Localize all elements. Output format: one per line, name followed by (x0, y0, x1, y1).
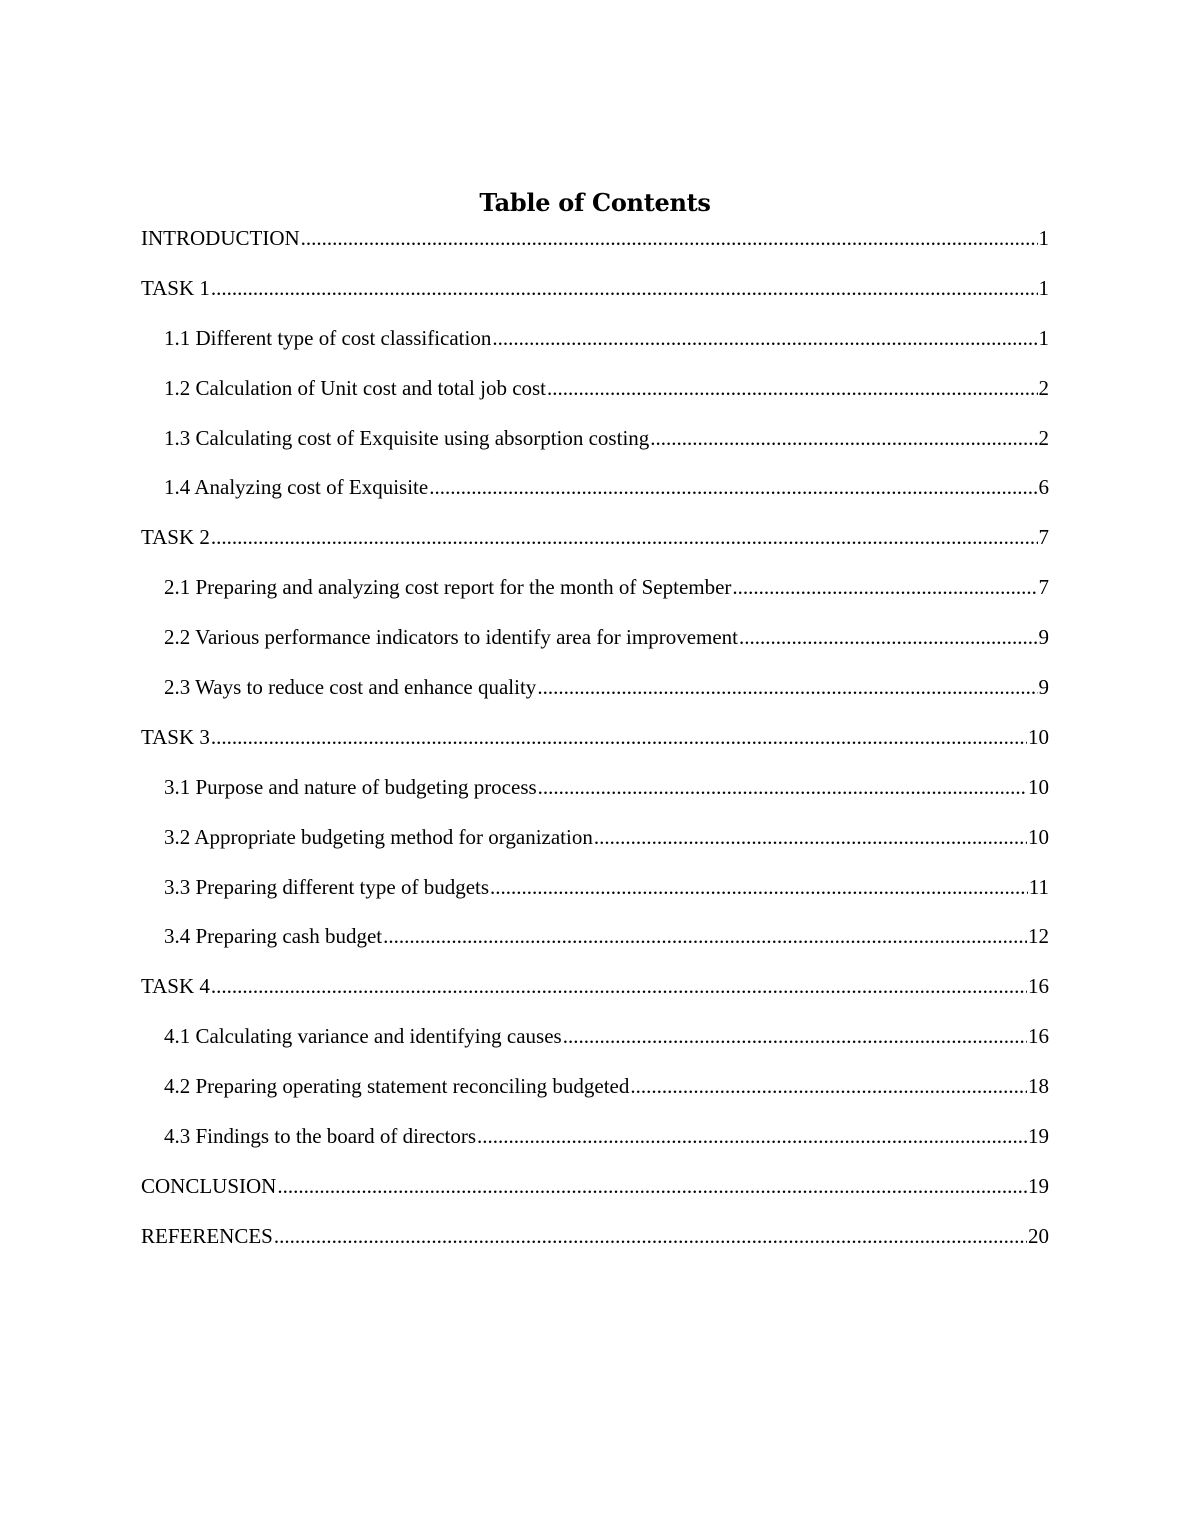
toc-entry[interactable] (141, 471, 1049, 521)
toc-dot-leader (477, 1120, 1027, 1152)
toc-entry[interactable] (141, 372, 1049, 422)
toc-entry-label: 3.3 Preparing different type of budgets (164, 874, 490, 899)
toc-dot-leader (211, 721, 1027, 753)
toc-entry-page-number: 9 (1038, 625, 1049, 650)
toc-entry-label: 4.3 Findings to the board of directors (164, 1124, 477, 1149)
toc-dot-leader (547, 372, 1037, 404)
toc-entry-label: 3.2 Appropriate budgeting method for organization (164, 824, 593, 849)
toc-entry-label: 1.4 Analyzing cost of Exquisite (164, 475, 429, 500)
toc-entry-label: 2.2 Various performance indicators to identify area for improvement (164, 625, 739, 650)
toc-entry-page-number: 16 (1028, 974, 1049, 999)
toc-entry-page-number: 18 (1028, 1074, 1049, 1099)
toc-dot-leader (732, 571, 1037, 603)
toc-dot-leader (211, 521, 1038, 553)
toc-entry-label: 4.1 Calculating variance and identifying causes (164, 1024, 562, 1049)
toc-entry[interactable] (141, 671, 1049, 721)
toc-dot-leader (739, 621, 1037, 653)
toc-entry-label: 2.1 Preparing and analyzing cost report for the month of September (164, 575, 732, 600)
toc-entry-page-number: 1 (1038, 275, 1049, 300)
toc-dot-leader (594, 821, 1027, 853)
toc-entry-label: INTRODUCTION (141, 226, 300, 250)
toc-dot-leader (538, 771, 1027, 803)
toc-entry-label: TASK 4 (141, 974, 210, 999)
toc-entry[interactable] (141, 970, 1049, 1020)
toc-entry-label: TASK 1 (141, 275, 210, 300)
toc-entry[interactable] (141, 920, 1049, 970)
toc-entry-page-number: 12 (1028, 924, 1049, 949)
toc-entry-page-number: 19 (1028, 1124, 1049, 1149)
toc-entry-label: 3.1 Purpose and nature of budgeting process (164, 774, 537, 799)
toc-entry-page-number: 19 (1028, 1173, 1049, 1198)
toc-entry-label: CONCLUSION (141, 1173, 277, 1198)
toc-title: Table of Contents (479, 188, 711, 217)
toc-entry-label: 3.4 Preparing cash budget (164, 924, 383, 949)
toc-dot-leader (211, 272, 1038, 304)
toc-entry[interactable] (141, 571, 1049, 621)
toc-entry-label: TASK 2 (141, 525, 210, 550)
toc-entry-label: 1.2 Calculation of Unit cost and total job cost (164, 375, 547, 400)
toc-entry[interactable] (141, 1170, 1049, 1220)
toc-entry-page-number: 2 (1038, 375, 1049, 400)
toc-entry[interactable] (141, 222, 1049, 272)
toc-dot-leader (490, 871, 1028, 903)
toc-dot-leader (537, 671, 1037, 703)
toc-entry[interactable] (141, 422, 1049, 472)
toc-entry[interactable] (141, 821, 1049, 871)
toc-entry-page-number: 10 (1028, 774, 1049, 799)
toc-entry-page-number: 20 (1028, 1223, 1049, 1248)
toc-dot-leader (492, 322, 1037, 354)
toc-dot-leader (301, 222, 1038, 254)
toc-entry[interactable] (141, 322, 1049, 372)
toc-dot-leader (277, 1170, 1027, 1202)
toc-entry-page-number: 6 (1038, 475, 1049, 500)
toc-entry-page-number: 9 (1038, 675, 1049, 700)
toc-entry-label: 1.3 Calculating cost of Exquisite using absorption costing (164, 425, 650, 450)
toc-entry-label: 1.1 Different type of cost classification (164, 325, 492, 350)
toc-entry[interactable] (141, 1120, 1049, 1170)
toc-dot-leader (650, 422, 1037, 454)
toc-dot-leader (630, 1070, 1027, 1102)
toc-dot-leader (383, 920, 1027, 952)
toc-dot-leader (563, 1020, 1027, 1052)
toc-entry-page-number: 16 (1028, 1024, 1049, 1049)
toc-entry[interactable] (141, 1070, 1049, 1120)
toc-entry-label: 4.2 Preparing operating statement reconciling budgeted (164, 1074, 630, 1099)
toc-entry[interactable] (141, 272, 1049, 322)
toc-entry-page-number: 11 (1028, 874, 1049, 899)
toc-dot-leader (211, 970, 1027, 1002)
toc-entry-page-number: 7 (1038, 525, 1049, 550)
toc-entry-label: TASK 3 (141, 724, 210, 749)
toc-entry[interactable] (141, 1220, 1049, 1270)
toc-entry[interactable] (141, 771, 1049, 821)
toc-dot-leader (274, 1220, 1027, 1252)
toc-entry-page-number: 2 (1038, 425, 1049, 450)
toc-entry[interactable] (141, 871, 1049, 921)
toc-entry-label: 2.3 Ways to reduce cost and enhance quality (164, 675, 537, 700)
toc-entry[interactable] (141, 521, 1049, 571)
toc-entry[interactable] (141, 1020, 1049, 1070)
toc-entry[interactable] (141, 721, 1049, 771)
toc-entry-page-number: 10 (1028, 724, 1049, 749)
toc-entry[interactable] (141, 621, 1049, 671)
toc-entry-page-number: 1 (1038, 325, 1049, 350)
toc-list (141, 222, 1049, 1270)
toc-entry-label: REFERENCES (141, 1223, 273, 1248)
toc-dot-leader (429, 471, 1037, 503)
toc-entry-page-number: 10 (1028, 824, 1049, 849)
toc-entry-page-number: 1 (1038, 226, 1049, 250)
toc-entry-page-number: 7 (1038, 575, 1049, 600)
